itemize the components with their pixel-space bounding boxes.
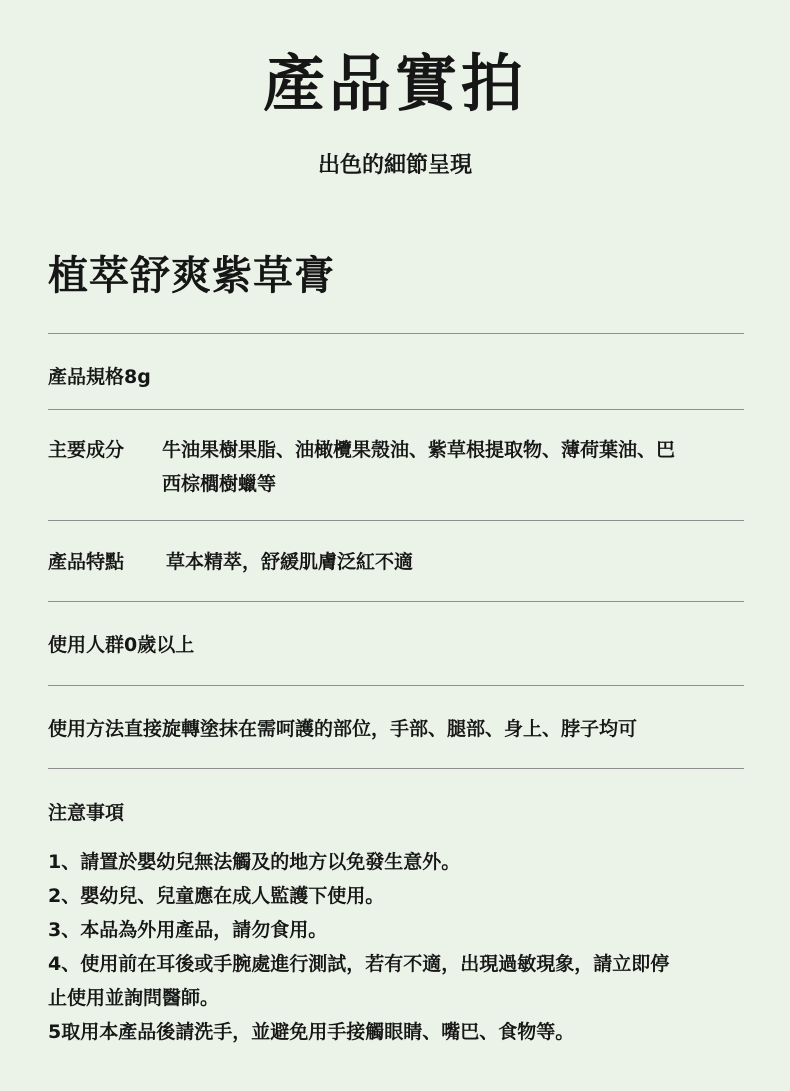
ingredients-row xyxy=(48,433,748,501)
users-value: 0歲以上 xyxy=(124,634,195,656)
ingredients-value: 牛油果樹果脂、油橄欖果殼油、紫草根提取物、薄荷葉油、巴西棕櫚樹蠟等 xyxy=(162,439,676,495)
page-subtitle: 出色的細節呈現 xyxy=(317,153,472,178)
ingredients-label: 主要成分 xyxy=(48,439,125,461)
users-label: 使用人群 xyxy=(48,634,125,656)
divider xyxy=(48,520,744,521)
notes-list xyxy=(48,845,748,1049)
divider xyxy=(48,685,744,686)
features-label: 產品特點 xyxy=(48,551,125,573)
divider xyxy=(48,409,744,410)
spec-label: 產品規格 xyxy=(48,366,125,388)
divider xyxy=(48,601,744,602)
features-row xyxy=(48,545,748,579)
page-title: 產品實拍 xyxy=(262,47,527,120)
usage-value: 直接旋轉塗抹在需呵護的部位，手部、腿部、身上、脖子均可 xyxy=(124,718,638,740)
list-item: 5取用本產品後請洗手，並避免用手接觸眼睛、嘴巴、食物等。 xyxy=(48,1021,575,1043)
list-item: 4、使用前在耳後或手腕處進行測試，若有不適，出現過敏現象，請立即停止使用並詢問醫師。 xyxy=(48,953,670,1009)
notes-title: 注意事項 xyxy=(48,802,125,824)
spec-value: 8g xyxy=(124,366,151,388)
usage-row xyxy=(48,712,748,746)
list-item: 2、嬰幼兒、兒童應在成人監護下使用。 xyxy=(48,885,385,907)
usage-label: 使用方法 xyxy=(48,718,125,740)
list-item: 1、請置於嬰幼兒無法觸及的地方以免發生意外。 xyxy=(48,851,461,873)
features-value: 草本精萃，舒緩肌膚泛紅不適 xyxy=(166,551,414,573)
users-row xyxy=(48,628,748,662)
list-item: 3、本品為外用產品，請勿食用。 xyxy=(48,919,328,941)
spec-row xyxy=(48,360,748,394)
divider xyxy=(48,333,744,334)
product-name: 植萃舒爽紫草膏 xyxy=(48,253,335,299)
divider xyxy=(48,768,744,769)
